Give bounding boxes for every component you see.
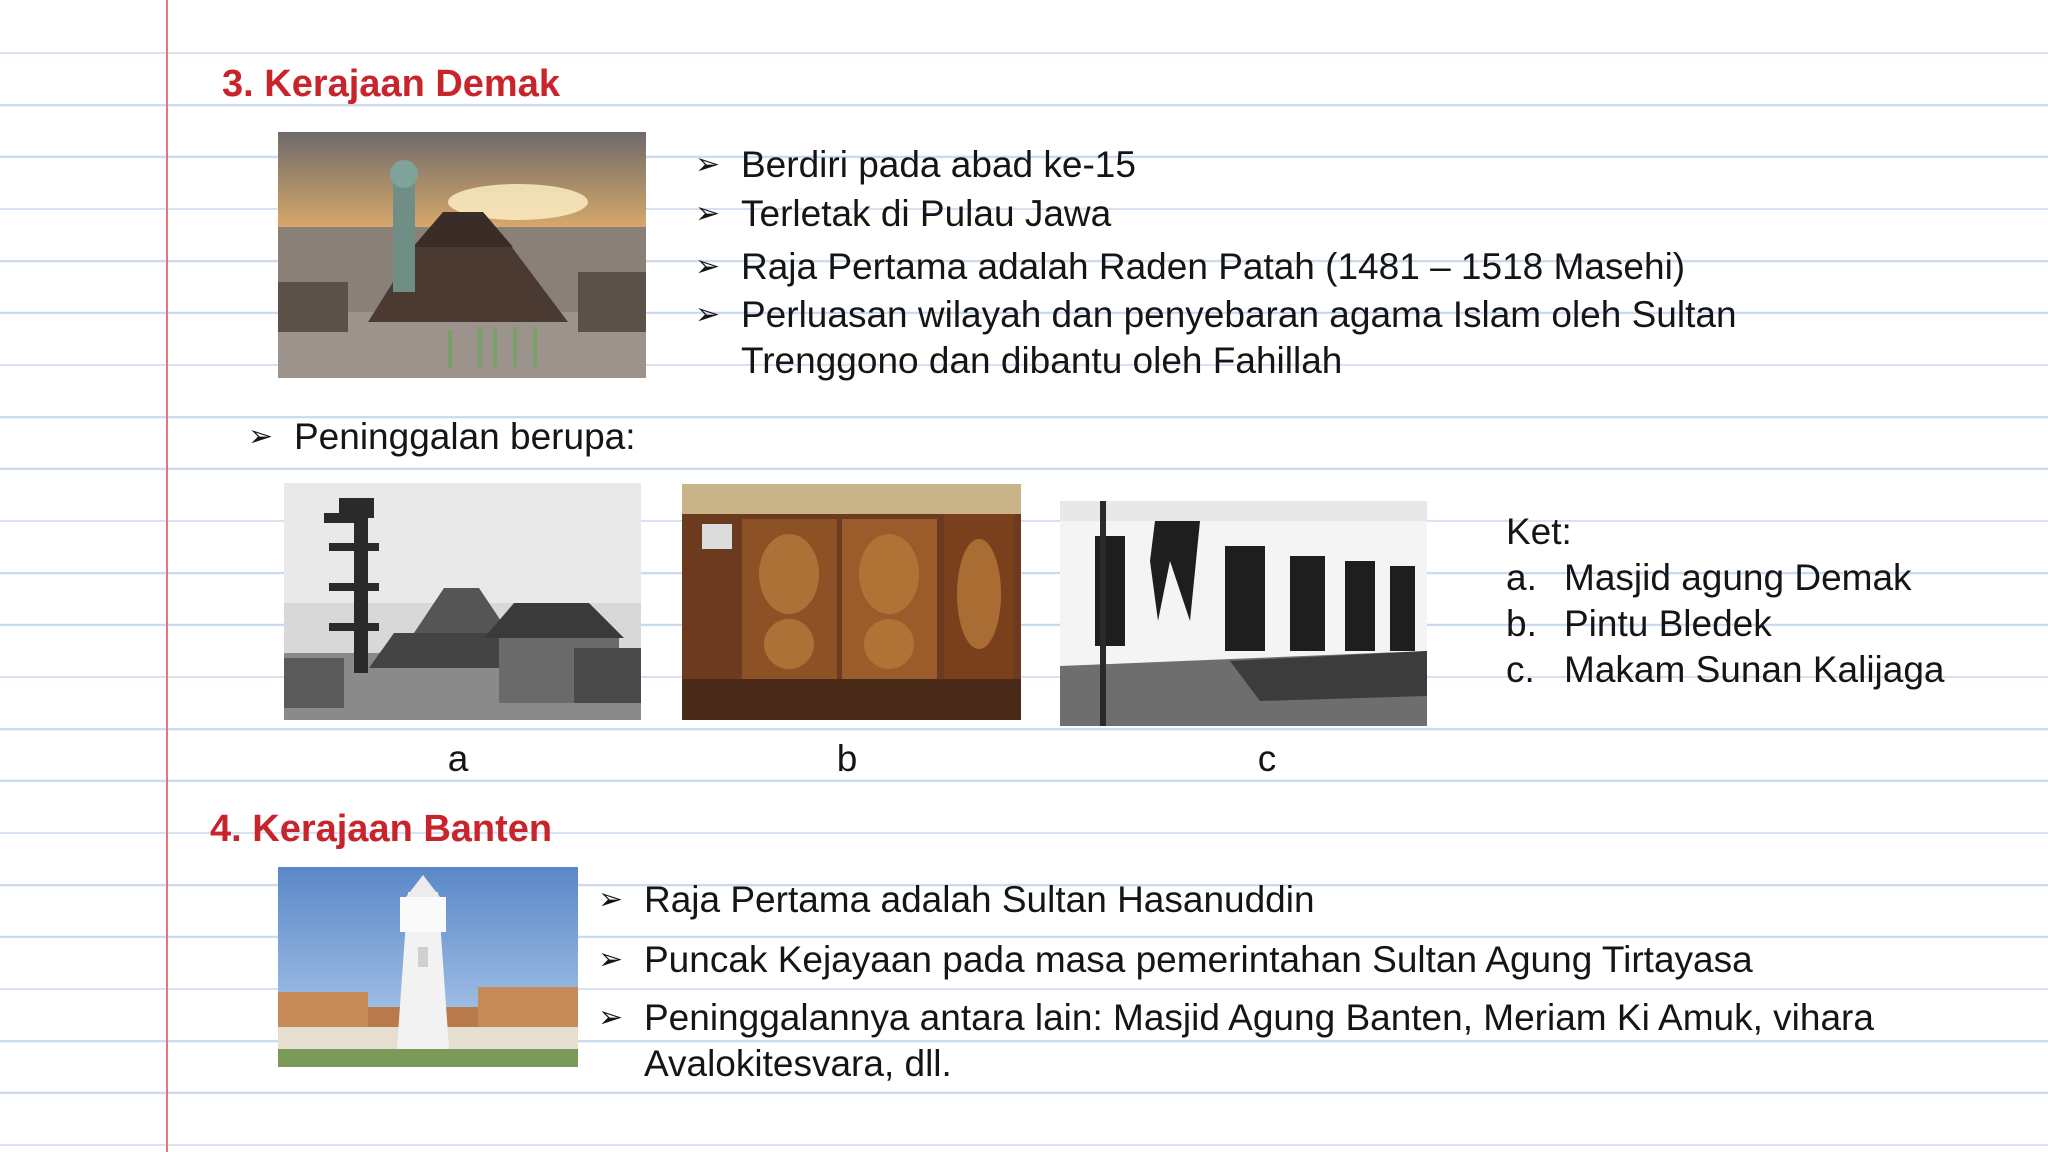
ket-text: Makam Sunan Kalijaga [1564,649,1945,690]
relics-label-list [248,413,948,460]
ket-item [1506,647,1945,693]
demak-fact: ➢ Berdiri pada abad ke-15 [695,141,1845,188]
photo-banten-minaret [278,867,578,1067]
photo-masjid-agung-demak [284,483,641,720]
ket-legend [1506,509,1945,693]
ket-text: Pintu Bledek [1564,603,1772,644]
notebook-margin-line [166,0,168,1152]
banten-fact: ➢ Puncak Kejayaan pada masa pemerintahan Sultan Agung Tirtayasa [598,936,1998,983]
photo-pintu-bledek [682,484,1021,720]
relics-label: ➢ Peninggalan berupa: [248,413,948,460]
banten-facts-list [598,876,1998,1087]
section-heading-demak: 3. Kerajaan Demak [222,63,560,105]
demak-fact: ➢ Raja Pertama adalah Raden Patah (1481 – 1518 Masehi) [695,243,1845,290]
ket-key: b. [1506,603,1537,644]
ket-item [1506,601,1945,647]
photo-makam-sunan-kalijaga [1060,501,1427,726]
ket-key: c. [1506,649,1535,690]
banten-fact: ➢ Peninggalannya antara lain: Masjid Agung Banten, Meriam Ki Amuk, vihara Avalokitesvara, dll. [598,995,1984,1087]
photo-demak-mosque-aerial [278,132,646,378]
demak-fact: ➢ Terletak di Pulau Jawa [695,190,1845,237]
demak-facts-list [695,141,1845,384]
banten-fact: ➢ Raja Pertama adalah Sultan Hasanuddin [598,876,1998,923]
caption-c: c [1257,738,1277,779]
ket-item [1506,555,1945,601]
demak-fact: ➢ Perluasan wilayah dan penyebaran agama Islam oleh Sultan Trenggono dan dibantu oleh Fahillah [695,292,1841,384]
ket-title: Ket: [1506,511,1572,552]
section-heading-banten: 4. Kerajaan Banten [210,808,553,850]
caption-a: a [447,738,469,779]
ket-key: a. [1506,557,1537,598]
ket-text: Masjid agung Demak [1564,557,1912,598]
caption-b: b [836,738,858,779]
